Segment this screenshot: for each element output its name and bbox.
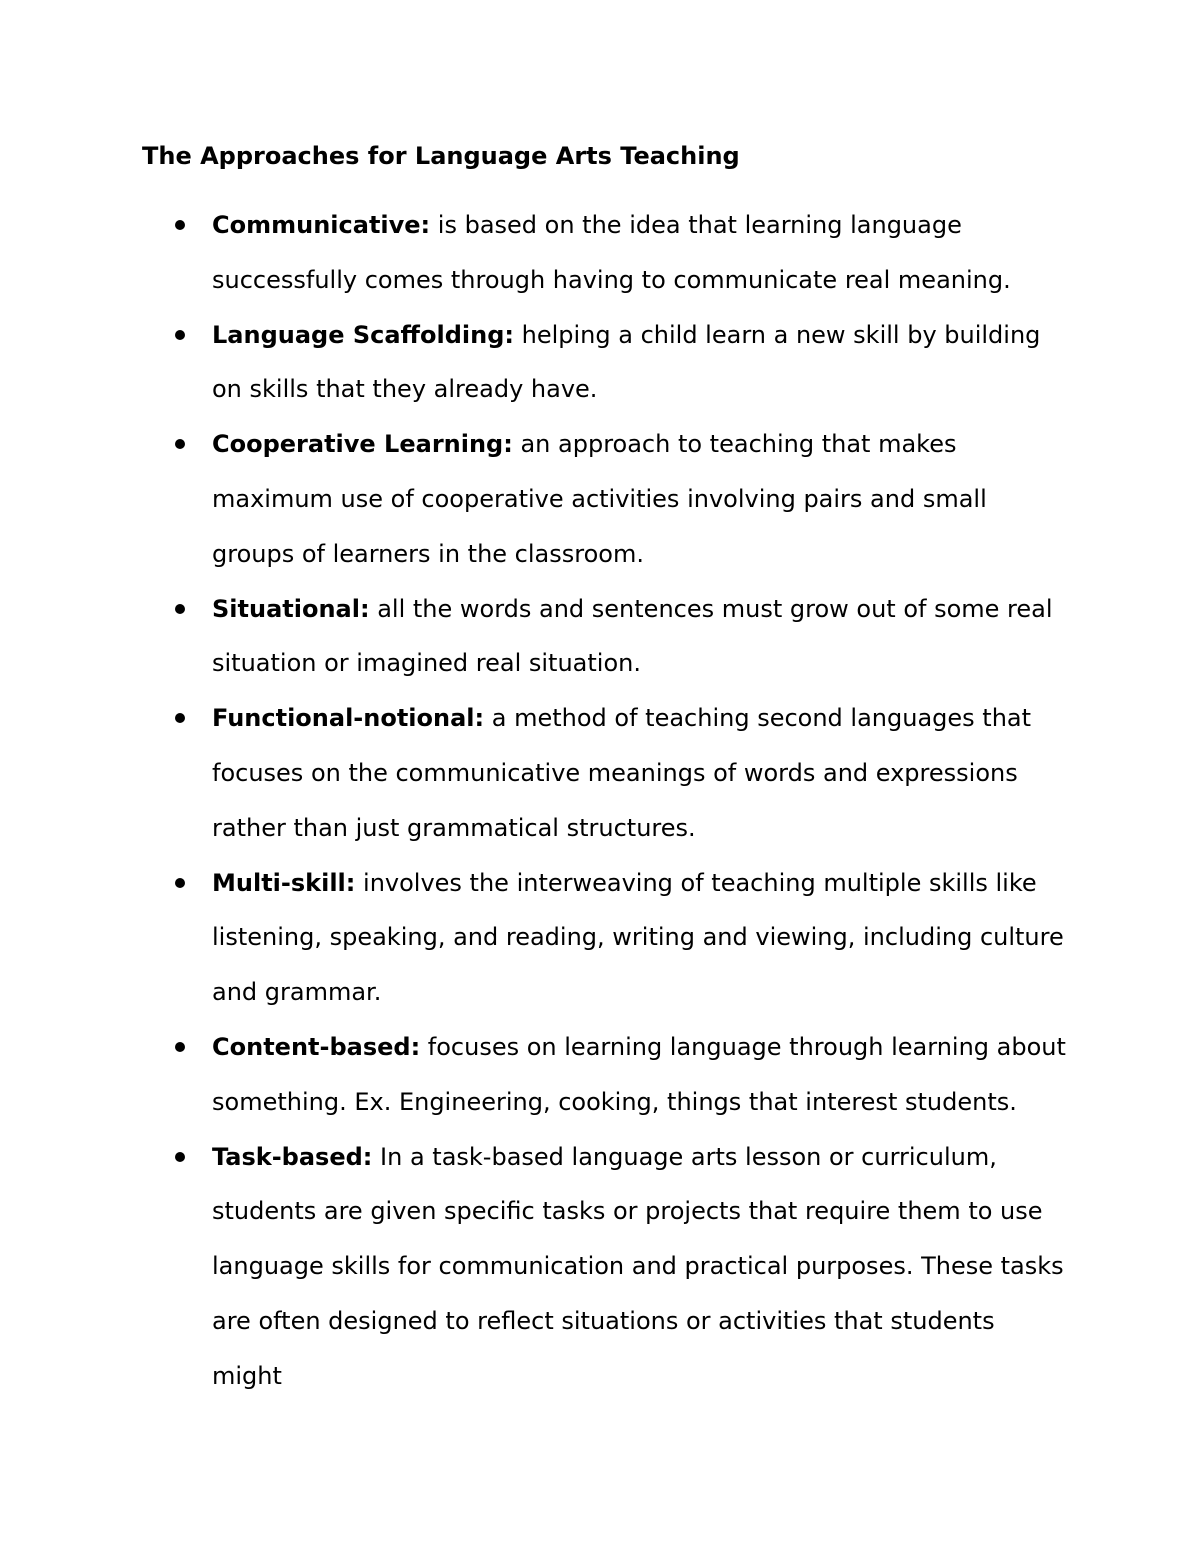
bullet-icon (175, 878, 185, 888)
bullet-icon (175, 713, 185, 723)
list-item-cooperative-learning (0, 417, 1068, 581)
term-label: Situational: (212, 594, 370, 623)
term-label: Task-based: (212, 1142, 373, 1171)
term-definition: is based on the idea that learning language successfully comes through having to communicate real meaning. (212, 211, 1011, 294)
approaches-list (0, 198, 1200, 1404)
term-definition: helping a child learn a new skill by building on skills that they already have. (212, 320, 1041, 404)
document-title: The Approaches for Language Arts Teaching (142, 142, 740, 170)
list-item-situational (0, 582, 1068, 692)
bullet-icon (175, 1152, 185, 1162)
term-label: Multi-skill: (212, 868, 356, 897)
list-item-content-based (0, 1020, 1068, 1130)
list-item-communicative (0, 198, 1068, 308)
list-item-functional-notional (0, 691, 1068, 855)
term-label: Communicative: (212, 211, 431, 239)
bullet-icon (175, 1042, 185, 1052)
bullet-icon (175, 439, 185, 449)
list-item-task-based (0, 1130, 1068, 1404)
term-label: Functional-notional: (212, 704, 485, 733)
term-definition: an approach to teaching that makes maximum use of cooperative activities involving pairs and small groups of learners in the classroom. (212, 430, 987, 568)
term-label: Content-based: (212, 1032, 421, 1061)
term-definition: a method of teaching second languages that focuses on the communicative meanings of words and expressions rather than just grammatical structures. (212, 704, 1032, 842)
term-label: Cooperative Learning: (212, 430, 513, 459)
list-item-multi-skill (0, 856, 1068, 1020)
term-definition: focuses on learning language through learning about something. Ex. Engineering, cooking, things that interest students. (212, 1032, 1066, 1116)
bullet-icon (175, 330, 185, 340)
term-definition: In a task-based language arts lesson or curriculum, students are given specific tasks or projects that require them to use language skills for communication and practical purposes. These tasks are often designed to reflect situations or activities that students might (212, 1142, 1064, 1390)
bullet-icon (175, 604, 185, 614)
bullet-icon (175, 220, 185, 230)
term-definition: all the words and sentences must grow out of some real situation or imagined real situation. (212, 594, 1053, 678)
term-definition: involves the interweaving of teaching multiple skills like listening, speaking, and reading, writing and viewing, including culture and grammar. (212, 868, 1064, 1007)
term-label: Language Scaffolding: (212, 320, 514, 349)
list-item-language-scaffolding (0, 308, 1068, 418)
